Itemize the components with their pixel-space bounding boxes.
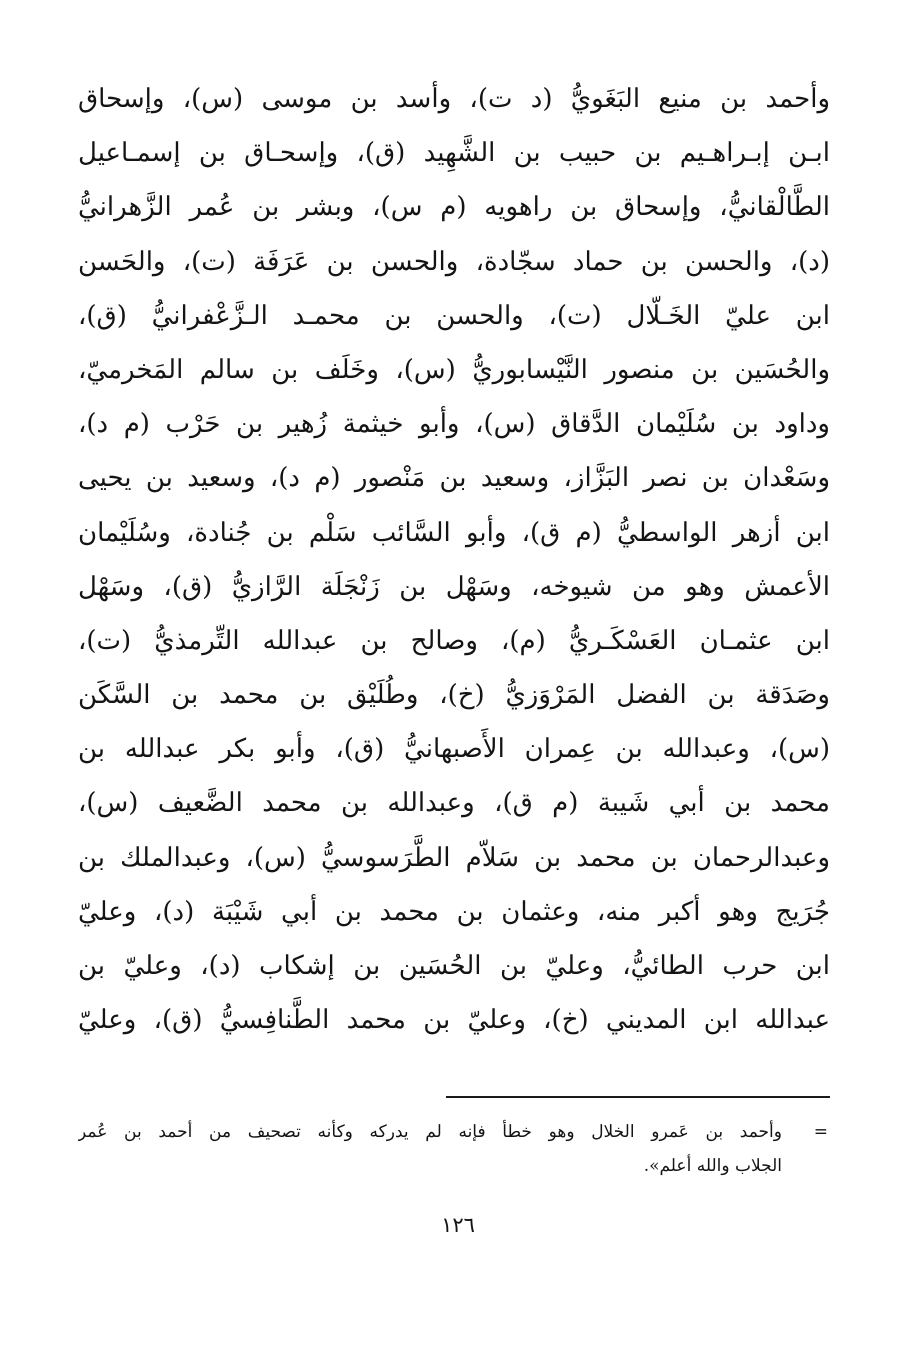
text-line: ابن أزهر الواسطيُّ (م ق)، وأبو السَّائب سَلْم بن جُنادة، وسُلَيْمان <box>78 517 830 548</box>
text-line: عبدالله ابن المديني (خ)، وعليّ بن محمد الطَّنافِسيُّ (ق)، وعليّ <box>78 1005 830 1036</box>
text-line: وعبدالرحمان بن محمد بن سَلاّم الطَّرَسوسيُّ (س)، وعبدالملك بن <box>78 842 830 873</box>
footnote-divider <box>446 1096 830 1098</box>
footnote-continuation-marker: = <box>813 1122 828 1142</box>
text-line: وداود بن سُلَيْمان الدَّقاق (س)، وأبو خيثمة زُهير بن حَرْب (م د)، <box>78 409 830 440</box>
footnote-marker-spacer <box>782 1149 830 1183</box>
footnote-line <box>78 1149 830 1183</box>
footnote-text: الجلاب والله أعلم». <box>643 1156 782 1176</box>
text-line: (س)، وعبدالله بن عِمران الأَصبهانيُّ (ق)، وأبو بكر عبدالله بن <box>78 734 830 765</box>
text-line: ابـن إبـراهـيم بن حبيب بن الشَّهِيد (ق)، وإسحـاق بن إسمـاعيل <box>78 138 830 169</box>
text-line: والحُسَين بن منصور النَّيْسابوريُّ (س)، وخَلَف بن سالم المَخرميّ، <box>78 354 830 385</box>
text-line: ابن عليّ الخَـلّال (ت)، والحسن بن محمـد الـزَّعْفرانيُّ (ق)، <box>78 300 830 331</box>
main-text-block <box>78 72 830 1047</box>
text-line: وسَعْدان بن نصر البَزَّاز، وسعيد بن مَنْصور (م د)، وسعيد بن يحيى <box>78 463 830 494</box>
text-line: وصَدَقة بن الفضل المَرْوَزيُّ (خ)، وطُلَيْق بن محمد بن السَّكَن <box>78 680 830 711</box>
text-line: ابن عثمـان العَسْكَـريُّ (م)، وصالح بن عبدالله التِّرمذيُّ (ت)، <box>78 625 830 656</box>
text-line: الأعمش وهو من شيوخه، وسَهْل بن زَنْجَلَة الرَّازيُّ (ق)، وسَهْل <box>78 571 830 602</box>
text-line: (د)، والحسن بن حماد سجّادة، والحسن بن عَرَفَة (ت)، والحَسن <box>78 246 830 277</box>
text-line: الطَّالْقانيُّ، وإسحاق بن راهويه (م س)، وبشر بن عُمر الزَّهرانيُّ <box>78 192 830 223</box>
text-line: ابن حرب الطائيُّ، وعليّ بن الحُسَين بن إشكاب (د)، وعليّ بن <box>78 951 830 981</box>
footnote-block <box>78 1115 830 1183</box>
text-line: محمد بن أبي شَيبة (م ق)، وعبدالله بن محمد الضَّعيف (س)، <box>78 788 830 819</box>
text-line: جُرَيج وهو أكبر منه، وعثمان بن محمد بن أبي شَيْبَة (د)، وعليّ <box>78 896 830 927</box>
page-number: ١٢٦ <box>441 1213 475 1237</box>
footnote-line <box>78 1115 830 1149</box>
text-line: وأحمد بن منيع البَغَويُّ (د ت)، وأسد بن موسى (س)، وإسحاق <box>78 84 830 114</box>
footnote-text: وأحمد بن عَمرو الخلال وهو خطأ فإنه لم يدركه وكأنه تصحيف من أحمد بن عُمر <box>78 1122 782 1142</box>
